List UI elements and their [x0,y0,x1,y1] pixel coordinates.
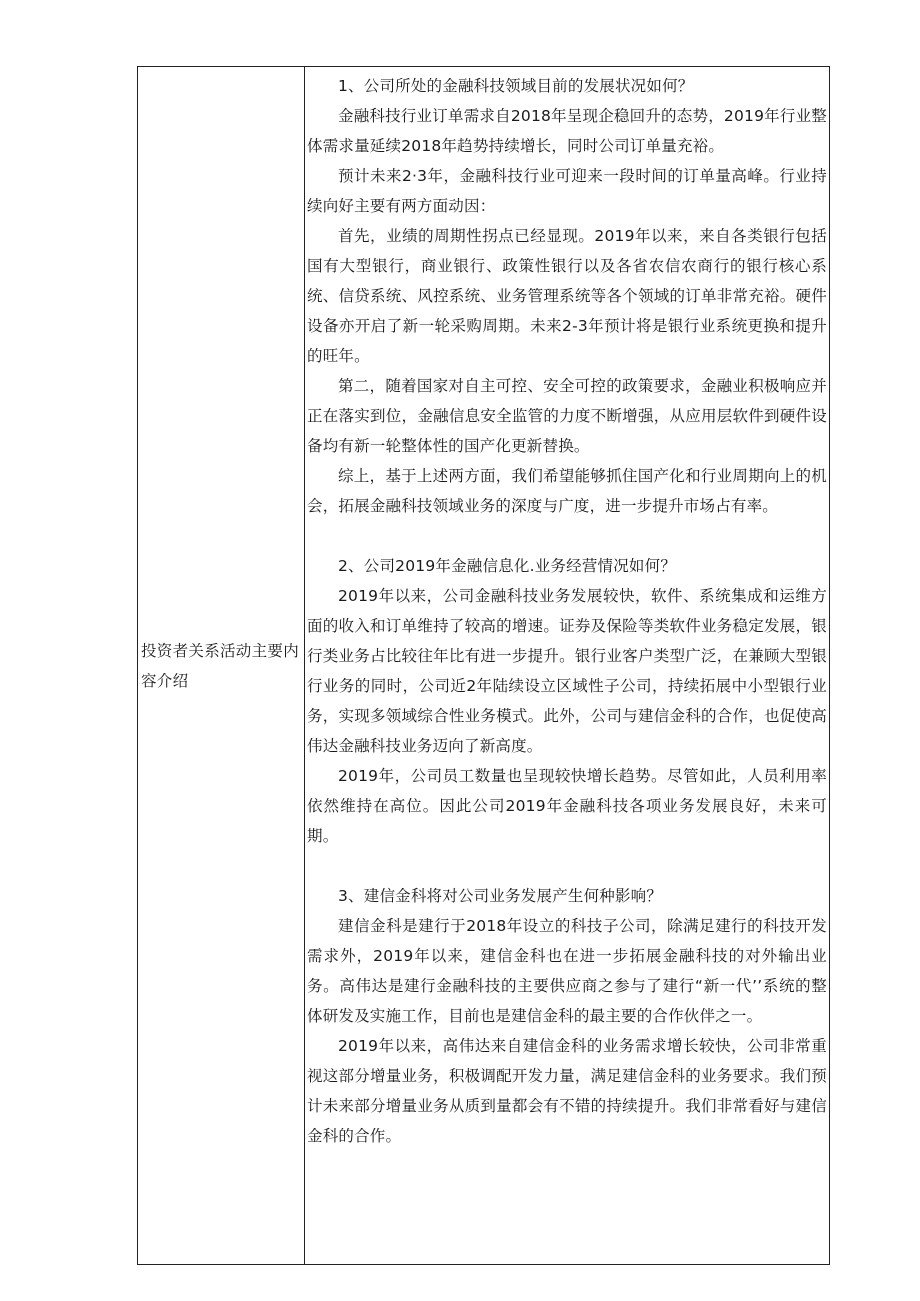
row-label: 投资者关系活动主要内容介绍 [141,641,300,690]
question-1: 1、公司所处的金融科技领域目前的发展状况如何？ [338,77,694,95]
activity-table [137,66,830,1265]
row-label-cell [138,67,304,1264]
section-3-paragraph: 2019年以来，高伟达来自建信金科的业务需求增长较快，公司非常重视这部分增量业务，积极调配开发力量，满足建信金科的业务要求。我们预计未来部分增量业务从质到量都会有不错的持续提升。我们非常看好与建信金科的合作。 [307,1037,827,1145]
section-1-paragraph: 综上，基于上述两方面，我们希望能够抓住国产化和行业周期向上的机会，拓展金融科技领域业务的深度与广度，进一步提升市场占有率。 [307,467,827,515]
content-body [305,67,829,1151]
section-1-paragraph: 首先，业绩的周期性拐点已经显现。2019年以来，来自各类银行包括国有大型银行，商业银行、政策性银行以及各省农信农商行的银行核心系统、信贷系统、风控系统、业务管理系统等各个领域的订单非常充裕。硬件设备亦开启了新一轮采购周期。未来2-3年预计将是银行业系统更换和提升的旺年。 [307,227,827,365]
section-2-paragraph: 2019年以来，公司金融科技业务发展较快，软件、系统集成和运维方面的收入和订单维持了较高的增速。证券及保险等类软件业务稳定发展，银行类业务占比较往年比有进一步提升。银行业客户类型广泛，在兼顾大型银行业务的同时，公司近2年陆续设立区域性子公司，持续拓展中小型银行业务，实现多领域综合性业务模式。此外，公司与建信金科的合作，也促使高伟达金融科技业务迈向了新高度。 [307,587,827,755]
section-1-paragraph: 金融科技行业订单需求自2018年呈现企稳回升的态势，2019年行业整体需求量延续2018年趋势持续增长，同时公司订单量充裕。 [307,107,827,155]
section-gap [307,851,827,881]
question-2: 2、公司2019年金融信息化.业务经营情况如何？ [338,557,677,575]
section-2-paragraph: 2019年，公司员工数量也呈现较快增长趋势。尽管如此，人员利用率依然维持在高位。因此公司2019年金融科技各项业务发展良好，未来可期。 [307,767,827,845]
section-3-paragraph: 建信金科是建行于2018年设立的科技子公司，除满足建行的科技开发需求外，2019年以来，建信金科也在进一步拓展金融科技的对外输出业务。高伟达是建行金融科技的主要供应商之参与了建行“新一代’’系统的整体研发及实施工作，目前也是建信金科的最主要的合作伙伴之一。 [307,917,827,1025]
section-1-paragraph: 第二，随着国家对自主可控、安全可控的政策要求，金融业积极响应并正在落实到位，金融信息安全监管的力度不断增强，从应用层软件到硬件设备均有新一轮整体性的国产化更新替换。 [307,377,827,455]
content-cell [305,67,829,1264]
question-3: 3、建信金科将对公司业务发展产生何种影响？ [338,887,663,905]
section-1-paragraph: 预计未来2·3年，金融科技行业可迎来一段时间的订单量高峰。行业持续向好主要有两方面动因： [307,167,827,215]
section-gap [307,521,827,551]
